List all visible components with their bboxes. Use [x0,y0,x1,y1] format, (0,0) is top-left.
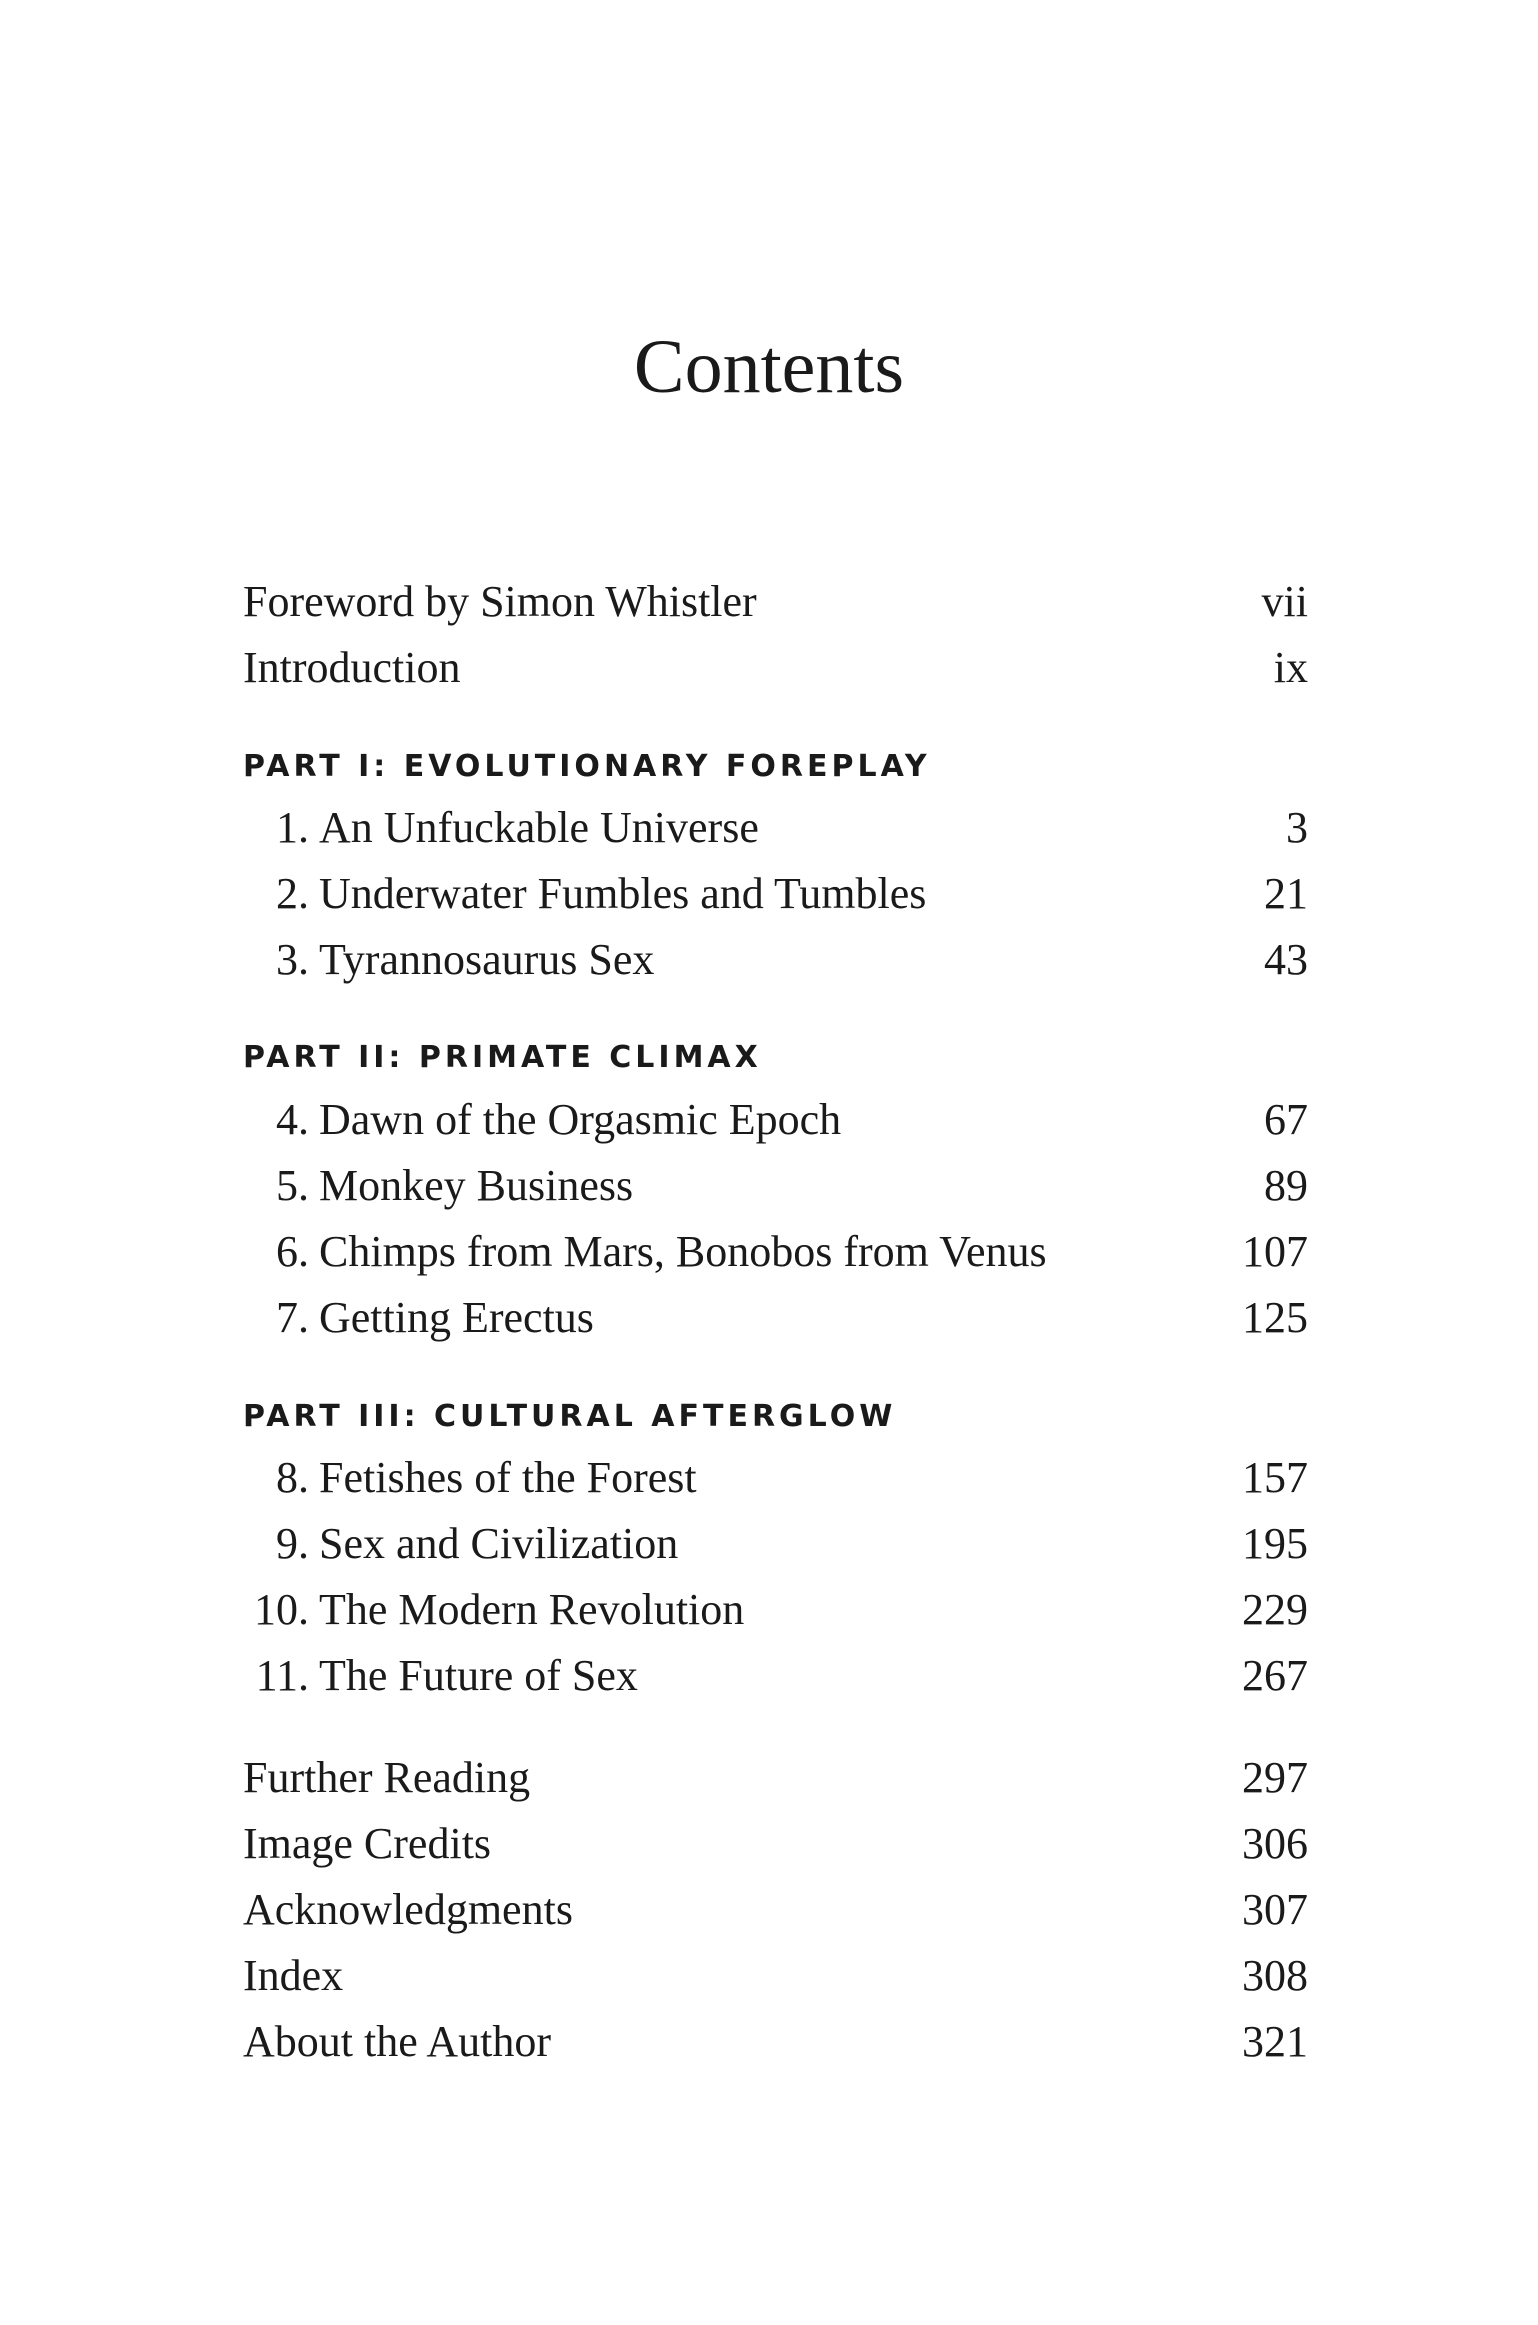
toc-chapter-2 [243,864,1308,924]
chapter-page: 21 [1264,869,1308,918]
chapter-page: 229 [1242,1585,1308,1634]
toc-entry-label: About the Author [243,2017,551,2066]
chapter-page: 157 [1242,1453,1308,1502]
toc-entry-page: ix [1273,643,1308,692]
toc-entry-foreword [243,572,1308,632]
toc-chapter-8 [243,1448,1308,1508]
toc-entry-label: Acknowledgments [243,1885,573,1934]
toc-entry-page: 321 [1242,2017,1308,2066]
chapter-title: Chimps from Mars, Bonobos from Venus [319,1227,1047,1276]
chapter-page: 195 [1242,1519,1308,1568]
chapter-number: 5. [276,1161,309,1210]
toc-entry-label: Image Credits [243,1819,492,1868]
part-heading-1: PART I: EVOLUTIONARY FOREPLAY [243,749,931,784]
toc-entry-image-credits [243,1814,1308,1874]
toc-chapter-7 [243,1288,1308,1348]
toc-entry-page: vii [1261,577,1308,626]
toc-chapter-10 [243,1580,1308,1640]
chapter-title: The Future of Sex [319,1651,638,1700]
toc-entry-introduction [243,638,1308,698]
chapter-title: Monkey Business [319,1161,634,1210]
chapter-title: Underwater Fumbles and Tumbles [319,869,927,918]
chapter-number: 3. [276,935,309,984]
toc-entry-further-reading [243,1748,1308,1808]
toc-chapter-4 [243,1090,1308,1150]
chapter-number: 9. [276,1519,309,1568]
chapter-title: Sex and Civilization [319,1519,679,1568]
toc-entry-label: Index [243,1951,344,2000]
chapter-title: An Unfuckable Universe [319,803,759,852]
chapter-page: 43 [1264,935,1308,984]
toc-entry-page: 307 [1242,1885,1308,1934]
chapter-number: 8. [276,1453,309,1502]
toc-chapter-5 [243,1156,1308,1216]
part-heading-2: PART II: PRIMATE CLIMAX [243,1040,762,1075]
chapter-number: 11. [255,1651,309,1700]
chapter-page: 107 [1242,1227,1308,1276]
chapter-page: 125 [1242,1293,1308,1342]
toc-chapter-9 [243,1514,1308,1574]
toc-chapter-11 [243,1646,1308,1706]
chapter-number: 6. [276,1227,309,1276]
toc-chapter-1 [243,798,1308,858]
toc-entry-index [243,1946,1308,2006]
toc-entry-about-the-author [243,2012,1308,2072]
chapter-page: 89 [1264,1161,1308,1210]
chapter-number: 4. [276,1095,309,1144]
chapter-number: 2. [276,869,309,918]
toc-entry-label: Foreword by Simon Whistler [243,577,757,626]
chapter-number: 7. [276,1293,309,1342]
part-heading-3: PART III: CULTURAL AFTERGLOW [243,1399,897,1434]
toc-entry-page: 308 [1242,1951,1308,2000]
page-title: Contents [633,325,905,409]
chapter-page: 3 [1286,803,1308,852]
chapter-title: The Modern Revolution [319,1585,745,1634]
chapter-title: Getting Erectus [319,1293,594,1342]
toc-entry-acknowledgments [243,1880,1308,1940]
toc-chapter-6 [243,1222,1308,1282]
toc-entry-label: Further Reading [243,1753,531,1802]
chapter-title: Dawn of the Orgasmic Epoch [319,1095,842,1144]
chapter-title: Tyrannosaurus Sex [319,935,655,984]
chapter-page: 267 [1242,1651,1308,1700]
chapter-title: Fetishes of the Forest [319,1453,697,1502]
chapter-number: 1. [276,803,309,852]
toc-chapter-3 [243,930,1308,990]
chapter-page: 67 [1264,1095,1308,1144]
toc-entry-page: 297 [1242,1753,1308,1802]
chapter-number: 10. [254,1585,309,1634]
toc-entry-page: 306 [1242,1819,1308,1868]
toc-entry-label: Introduction [243,643,461,692]
